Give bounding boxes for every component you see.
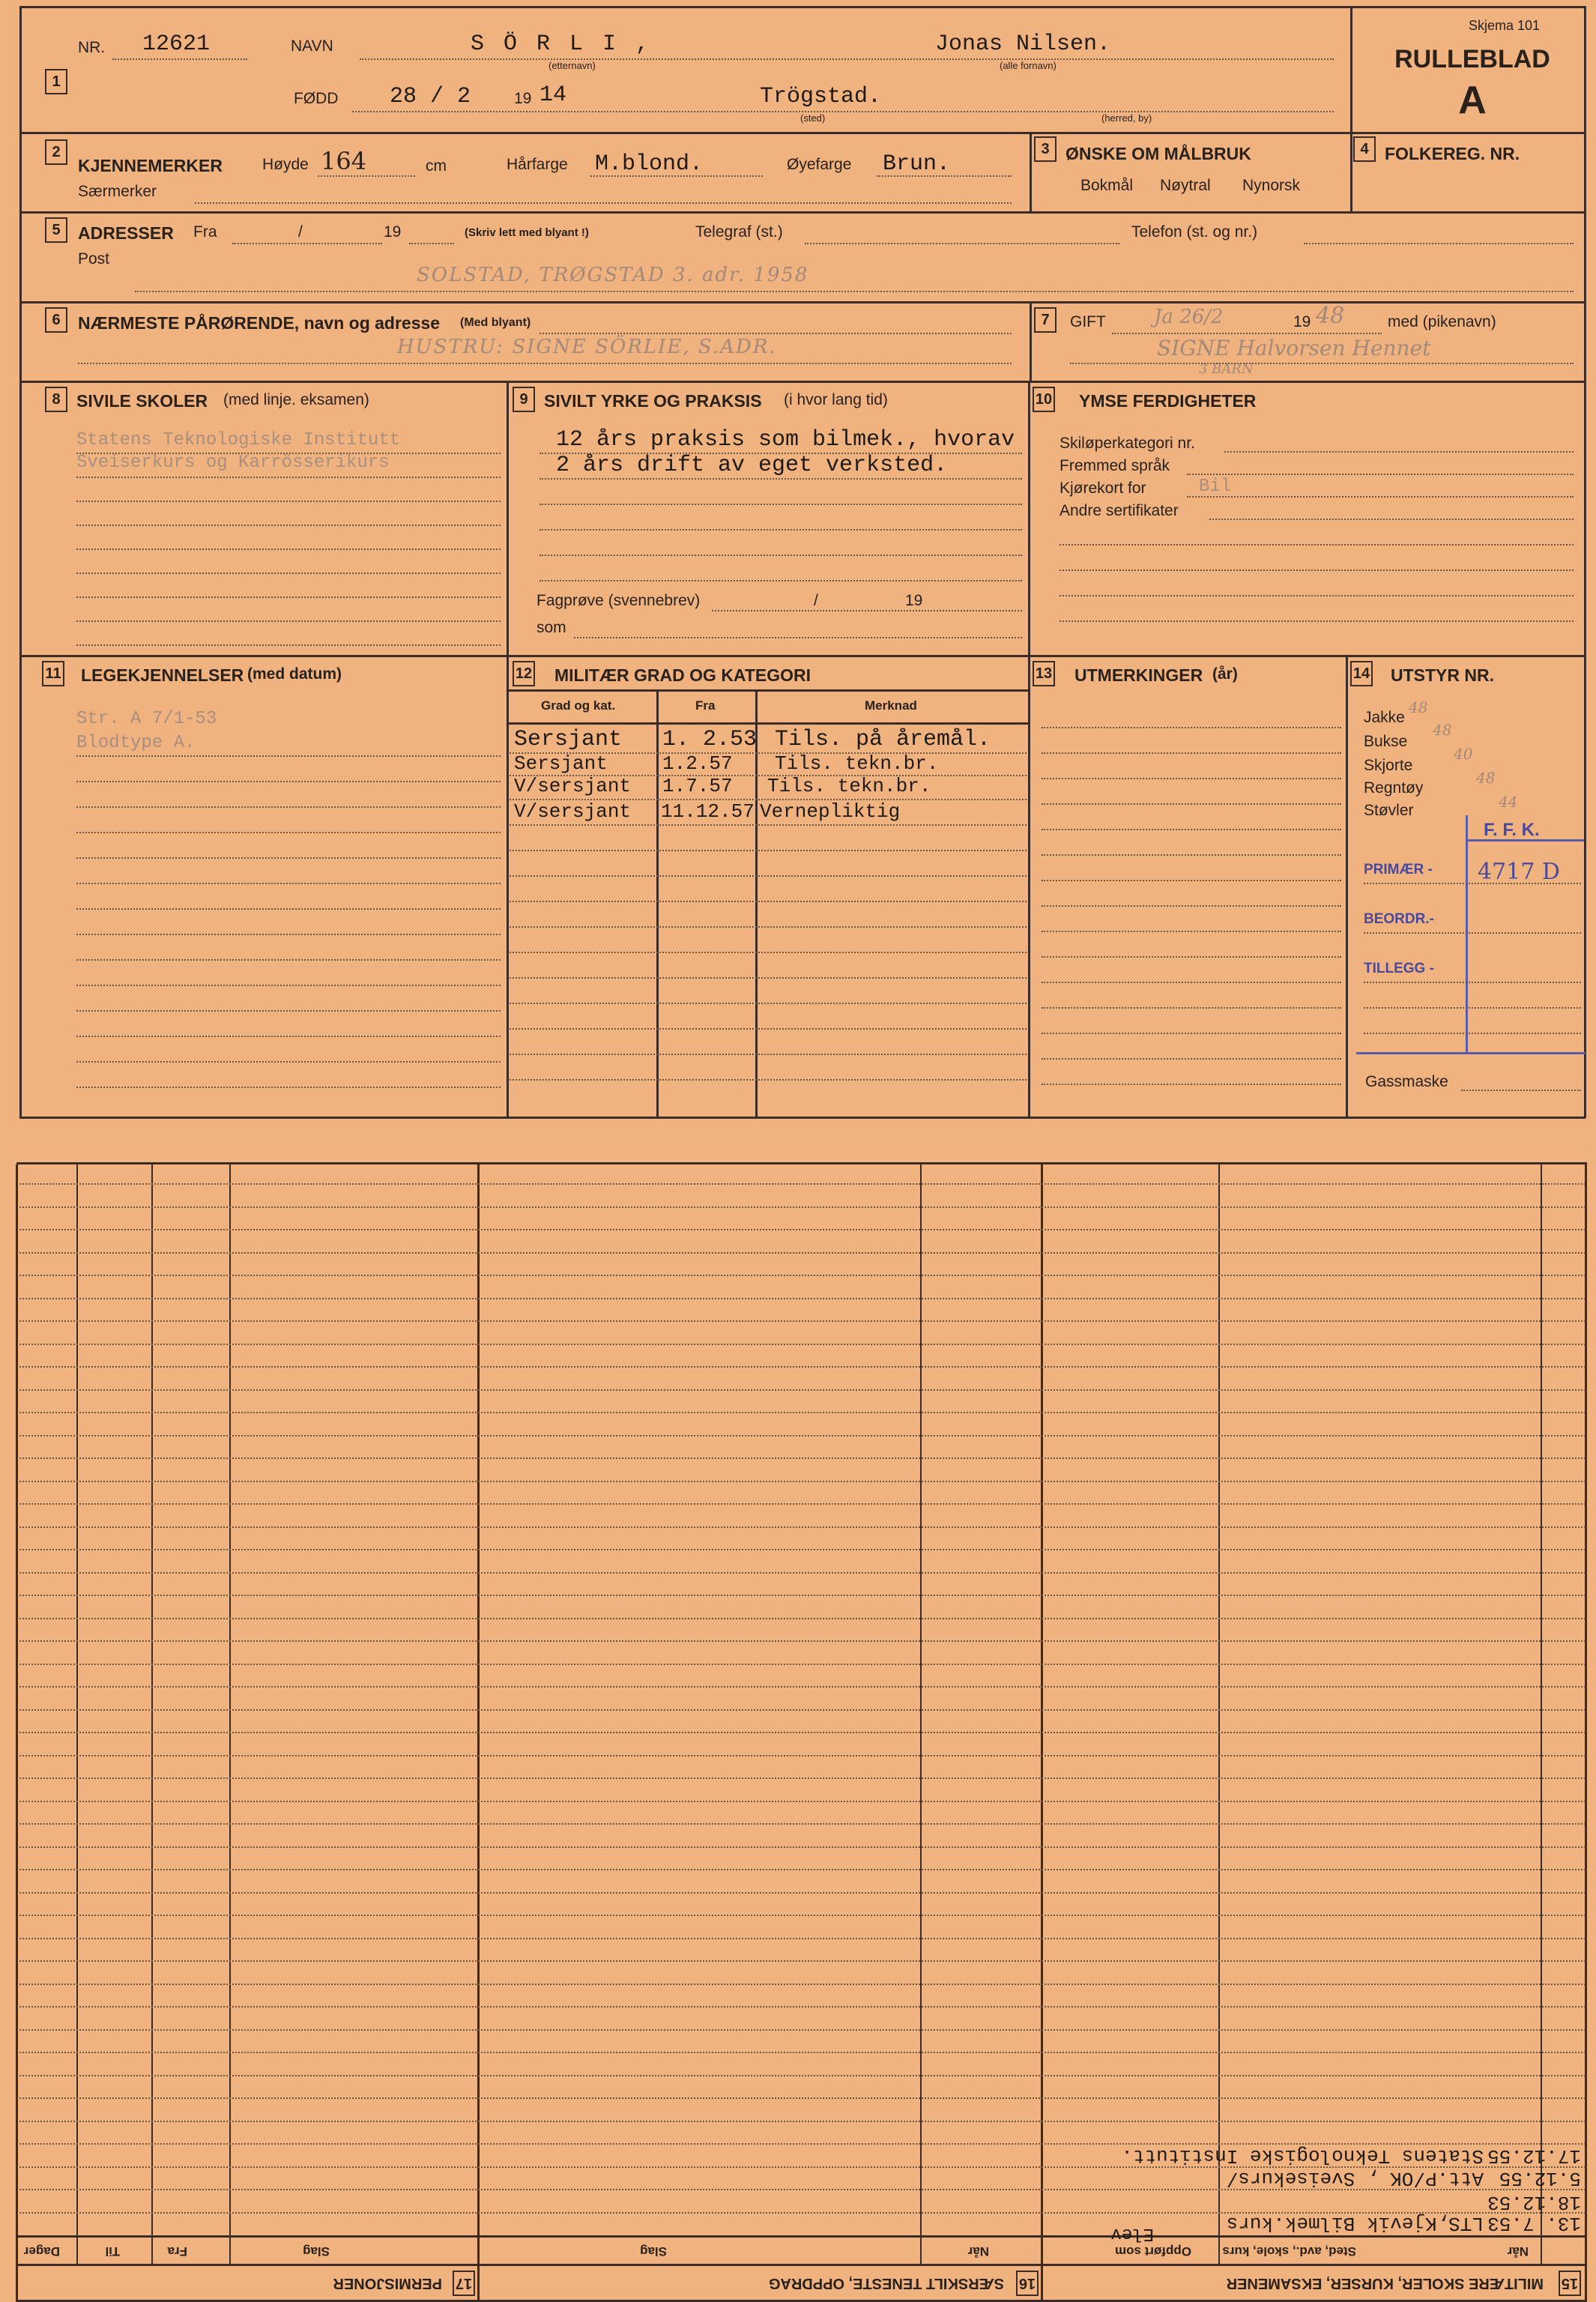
- dotted-line: [19, 1892, 1586, 1894]
- dotted-line: [19, 2097, 1586, 2099]
- utstyr-regntoy-label: Regntøy: [1364, 779, 1424, 797]
- harfarge-value: M.blond.: [595, 151, 704, 177]
- date-separator: /: [298, 223, 303, 241]
- utstyr-label: UTSTYR NR.: [1391, 665, 1494, 685]
- dotted-line: [19, 1229, 1586, 1230]
- sec17-label: PERMISJONER: [333, 2275, 442, 2292]
- sivilt-yrke-line-1: 12 års praksis som bilmek., hvorav: [556, 427, 1015, 453]
- dotted-line: [19, 1344, 1586, 1345]
- section-number-16: 16: [1016, 2271, 1039, 2296]
- table-border: [1585, 1164, 1587, 2302]
- entry-2-nar: 18.12.53: [1487, 2191, 1581, 2214]
- dotted-line: [19, 2121, 1586, 2122]
- dotted-line: [19, 1275, 1586, 1276]
- andre-sertifikater-label: Andre sertifikater: [1060, 502, 1179, 519]
- col-fra-header: Fra: [695, 698, 716, 713]
- section-number-4: 4: [1353, 136, 1376, 162]
- birth-century: 19: [514, 90, 532, 107]
- dotted-line: [19, 2075, 1586, 2076]
- malbruk-option-nynorsk: Nynorsk: [1242, 177, 1301, 194]
- legekjennelser-note: (med datum): [247, 665, 342, 683]
- col-divider: [1218, 1164, 1220, 2266]
- col-divider: [76, 1164, 78, 2266]
- section-number-7: 7: [1034, 307, 1057, 333]
- militaer-row-4-merknad: Vernepliktig: [760, 800, 901, 823]
- section-number-14: 14: [1350, 661, 1373, 686]
- gift-year: 48: [1316, 303, 1345, 329]
- sivile-skoler-note: (med linje. eksamen): [223, 391, 369, 408]
- utstyr-jakke-value: 48: [1409, 698, 1428, 716]
- militaer-row-1-fra: 1. 2.53: [662, 727, 758, 752]
- fagprove-year: 19: [905, 592, 923, 609]
- birth-year: 14: [539, 82, 567, 108]
- sivilt-yrke-line-2: 2 års drift av eget verksted.: [556, 453, 948, 478]
- hoyde-label: Høyde: [262, 156, 309, 173]
- birth-day-month: 28 / 2: [390, 84, 471, 109]
- entry-1-oppfort: Elev: [1110, 2223, 1154, 2244]
- sprak-label: Fremmed språk: [1060, 457, 1170, 474]
- sec15-label: MILITÆRE SKOLER, KURSER, EKSAMENER: [1226, 2275, 1544, 2292]
- dotted-line: [19, 2143, 1586, 2145]
- sivile-skoler-line-2: Sveiserkurs og Karrösserikurs: [76, 453, 390, 473]
- section-number-6: 6: [45, 307, 67, 333]
- malbruk-option-bokmal: Bokmål: [1080, 177, 1134, 194]
- date-separator: /: [814, 592, 818, 609]
- dotted-line: [19, 1481, 1586, 1482]
- dotted-line: [19, 2212, 1586, 2214]
- gift-med-label: med (pikenavn): [1388, 313, 1496, 330]
- dotted-line: [19, 1526, 1586, 1528]
- dotted-line: [19, 1503, 1586, 1505]
- dotted-line: [19, 1938, 1586, 1939]
- skiloper-label: Skiløperkategori nr.: [1060, 435, 1195, 452]
- section-number-1: 1: [45, 69, 67, 94]
- table-border: [16, 1162, 1587, 1164]
- gift-century: 19: [1293, 313, 1311, 330]
- sec17-col-til: Til: [105, 2244, 120, 2259]
- dotted-line: [19, 1435, 1586, 1437]
- fodd-label: FØDD: [294, 90, 339, 107]
- form-letter: A: [1458, 79, 1487, 122]
- sec16-col-slag: Slag: [640, 2244, 667, 2259]
- row-divider: [16, 2264, 1587, 2266]
- tillegg-label: TILLEGG -: [1364, 961, 1434, 976]
- sivile-skoler-line-1: Statens Teknologiske Institutt: [76, 430, 401, 450]
- militaer-row-1-grad: Sersjant: [514, 727, 623, 752]
- parorende-value: HUSTRU: SIGNE SÖRLIE, S.ADR.: [397, 336, 777, 358]
- militaer-row-2-merknad: Tils. tekn.br.: [775, 752, 939, 775]
- spouse-value: SIGNE Halvorsen Hennet: [1157, 336, 1431, 360]
- militaer-label: MILITÆR GRAD OG KATEGORI: [554, 665, 811, 685]
- section-number-12: 12: [513, 661, 535, 686]
- post-label: Post: [78, 250, 110, 268]
- dotted-line: [19, 1755, 1586, 1756]
- address-value: SOLSTAD, TRØGSTAD 3. adr. 1958: [417, 264, 809, 286]
- malbruk-label: ØNSKE OM MÅLBRUK: [1065, 144, 1251, 163]
- row-divider: [16, 2235, 1587, 2238]
- militaer-row-1-merknad: Tils. på åremål.: [775, 727, 991, 752]
- utmerkinger-label: UTMERKINGER: [1074, 665, 1203, 685]
- dotted-line: [19, 1618, 1586, 1619]
- ymse-label: YMSE FERDIGHETER: [1079, 391, 1257, 411]
- utstyr-bukse-label: Bukse: [1364, 733, 1408, 750]
- table-border: [16, 1164, 18, 2302]
- nr-label: NR.: [78, 39, 106, 56]
- beordr-label: BEORDR.-: [1364, 911, 1434, 927]
- section-number-15: 15: [1559, 2271, 1581, 2296]
- dotted-line: [19, 1869, 1586, 1870]
- section-number-3: 3: [1034, 136, 1057, 162]
- utstyr-stovler-value: 44: [1499, 793, 1518, 811]
- dotted-line: [19, 2189, 1586, 2190]
- navn-label: NAVN: [291, 37, 333, 55]
- dotted-line: [19, 2052, 1586, 2053]
- adresser-label: ADRESSER: [78, 223, 174, 243]
- militaer-row-4-fra: 11.12.57: [661, 800, 755, 823]
- col-divider: [1041, 1164, 1043, 2302]
- primaer-label: PRIMÆR -: [1364, 862, 1433, 877]
- entry-3-nar: 5.12.55: [1499, 2167, 1581, 2190]
- utmerkinger-note: (år): [1212, 665, 1238, 683]
- given-names-value: Jonas Nilsen.: [935, 31, 1111, 57]
- nr-value: 12621: [142, 31, 211, 57]
- sec17-col-fra: Fra: [167, 2244, 187, 2259]
- primaer-value: 4717 D: [1478, 859, 1560, 885]
- col-divider: [1541, 1164, 1542, 2266]
- militaer-row-2-grad: Sersjant: [514, 752, 608, 775]
- oyefarge-value: Brun.: [883, 151, 951, 177]
- section-number-9: 9: [513, 387, 535, 412]
- skjema-label: Skjema 101: [1469, 18, 1541, 33]
- sted-label: (sted): [800, 112, 826, 124]
- pencil-note: (Skriv lett med blyant !): [465, 226, 589, 239]
- parorende-note: (Med blyant): [460, 316, 531, 329]
- militaer-row-3-grad: V/sersjant: [514, 775, 632, 797]
- dotted-line: [19, 1846, 1586, 1848]
- legekjennelser-line-2: Blodtype A.: [76, 733, 196, 753]
- section-number-8: 8: [45, 387, 67, 412]
- militaer-row-3-fra: 1.7.57: [662, 775, 733, 797]
- dotted-line: [19, 2029, 1586, 2031]
- section-number-17: 17: [453, 2271, 475, 2296]
- entry-4-text: Statens Teknologiske Institutt.: [1121, 2145, 1484, 2167]
- section-number-2: 2: [45, 139, 67, 165]
- parorende-label: NÆRMESTE PÅRØRENDE, navn og adresse: [78, 313, 441, 333]
- col-divider: [920, 1164, 922, 2266]
- dotted-line: [19, 1686, 1586, 1688]
- militaer-row-2-fra: 1.2.57: [662, 752, 733, 775]
- section-number-11: 11: [42, 661, 64, 686]
- dotted-line: [19, 1823, 1586, 1825]
- harfarge-label: Hårfarge: [507, 156, 568, 173]
- entry-1-nar: 13. 7.53: [1487, 2212, 1581, 2235]
- utstyr-skjorte-label: Skjorte: [1364, 757, 1413, 774]
- dotted-line: [19, 1549, 1586, 1550]
- telefon-label: Telefon (st. og nr.): [1131, 223, 1258, 241]
- som-label: som: [536, 619, 566, 636]
- sec16-col-nar: Når: [967, 2244, 989, 2259]
- telegraf-label: Telegraf (st.): [695, 223, 783, 241]
- dotted-line: [19, 1595, 1586, 1596]
- sec15-col-nar: Når: [1507, 2244, 1529, 2259]
- gassmaske-label: Gassmaske: [1365, 1073, 1448, 1090]
- section-number-10: 10: [1033, 387, 1055, 412]
- dotted-line: [19, 1412, 1586, 1413]
- entry-1-text: LTS,Kjevik Bilmek.kurs: [1226, 2212, 1484, 2235]
- dotted-line: [19, 1252, 1586, 1254]
- dotted-line: [19, 1572, 1586, 1574]
- entry-3-text: Att.P/OK , Sveisekurs/: [1226, 2167, 1484, 2190]
- ffk-stamp: F. F. K.: [1484, 820, 1540, 840]
- dotted-line: [19, 1389, 1586, 1391]
- section-number-5: 5: [45, 217, 67, 243]
- col-divider: [477, 1164, 480, 2302]
- herred-label: (herred, by): [1101, 112, 1152, 124]
- sivilt-yrke-label: SIVILT YRKE OG PRAKSIS: [544, 391, 762, 411]
- sec17-col-slag: Slag: [303, 2244, 330, 2259]
- dotted-line: [19, 1709, 1586, 1711]
- alle-fornavn-label: (alle fornavn): [1000, 60, 1057, 71]
- dotted-line: [19, 1777, 1586, 1779]
- sec15-col-sted: Sted, avd., skole, kurs: [1222, 2244, 1356, 2259]
- adresser-year-prefix: 19: [384, 223, 402, 241]
- col-merknad-header: Merknad: [865, 698, 917, 713]
- children-value: 3 BARN: [1199, 361, 1254, 377]
- dotted-line: [19, 1206, 1586, 1208]
- sivilt-yrke-note: (i hvor lang tid): [784, 391, 888, 408]
- surname-value: S Ö R L I ,: [471, 31, 653, 57]
- sermerker-label: Særmerker: [78, 183, 157, 200]
- dotted-line: [19, 1732, 1586, 1733]
- dotted-line: [19, 2006, 1586, 2008]
- dotted-line: [19, 1320, 1586, 1322]
- utstyr-skjorte-value: 40: [1454, 745, 1473, 763]
- gift-label: GIFT: [1070, 313, 1106, 330]
- folkereg-label: FOLKEREG. NR.: [1385, 144, 1520, 163]
- kjennemerker-label: KJENNEMERKER: [78, 156, 223, 175]
- birth-place: Trögstad.: [760, 84, 882, 109]
- militaer-row-4-grad: V/sersjant: [514, 800, 632, 823]
- gift-date-value: Ja 26/2: [1154, 306, 1224, 328]
- utstyr-jakke-label: Jakke: [1364, 709, 1405, 726]
- form-title: RULLEBLAD: [1394, 45, 1550, 73]
- dotted-line: [19, 1640, 1586, 1642]
- cm-label: cm: [426, 157, 447, 175]
- fagprove-label: Fagprøve (svennebrev): [536, 592, 701, 609]
- dotted-line: [19, 1801, 1586, 1802]
- oyefarge-label: Øyefarge: [787, 156, 852, 173]
- sec15-col-oppfort: Oppført som: [1115, 2244, 1191, 2259]
- dotted-line: [19, 1366, 1586, 1368]
- dotted-line: [19, 1984, 1586, 1985]
- militaer-row-3-merknad: Tils. tekn.br.: [767, 775, 931, 797]
- utstyr-stovler-label: Støvler: [1364, 802, 1414, 819]
- legekjennelser-line-1: Str. A 7/1-53: [76, 709, 217, 729]
- sivile-skoler-label: SIVILE SKOLER: [76, 391, 208, 411]
- fra-label: Fra: [193, 223, 217, 241]
- dotted-line: [19, 1298, 1586, 1299]
- legekjennelser-label: LEGEKJENNELSER: [81, 665, 244, 685]
- sec17-col-dager: Dager: [23, 2244, 60, 2259]
- section-number-13: 13: [1033, 661, 1055, 686]
- utstyr-regntoy-value: 48: [1476, 769, 1496, 787]
- col-grad-header: Grad og kat.: [541, 698, 616, 713]
- col-divider: [151, 1164, 153, 2266]
- sec16-label: SÆRSKILT TENESTE, OPPDRAG: [768, 2275, 1004, 2292]
- kjorekort-value: Bil: [1199, 477, 1232, 497]
- dotted-line: [19, 1664, 1586, 1665]
- dotted-line: [19, 1457, 1586, 1459]
- hoyde-value: 164: [321, 147, 367, 175]
- dotted-line: [19, 1915, 1586, 1916]
- malbruk-option-noytral: Nøytral: [1160, 177, 1211, 194]
- dotted-line: [19, 2166, 1586, 2168]
- col-divider: [229, 1164, 231, 2266]
- utstyr-bukse-value: 48: [1433, 721, 1452, 739]
- dotted-line: [19, 1183, 1586, 1185]
- etternavn-label: (etternavn): [548, 60, 596, 71]
- kjorekort-label: Kjørekort for: [1060, 480, 1146, 497]
- dotted-line: [19, 1960, 1586, 1962]
- entry-4-nar: 17.12.55: [1487, 2145, 1581, 2167]
